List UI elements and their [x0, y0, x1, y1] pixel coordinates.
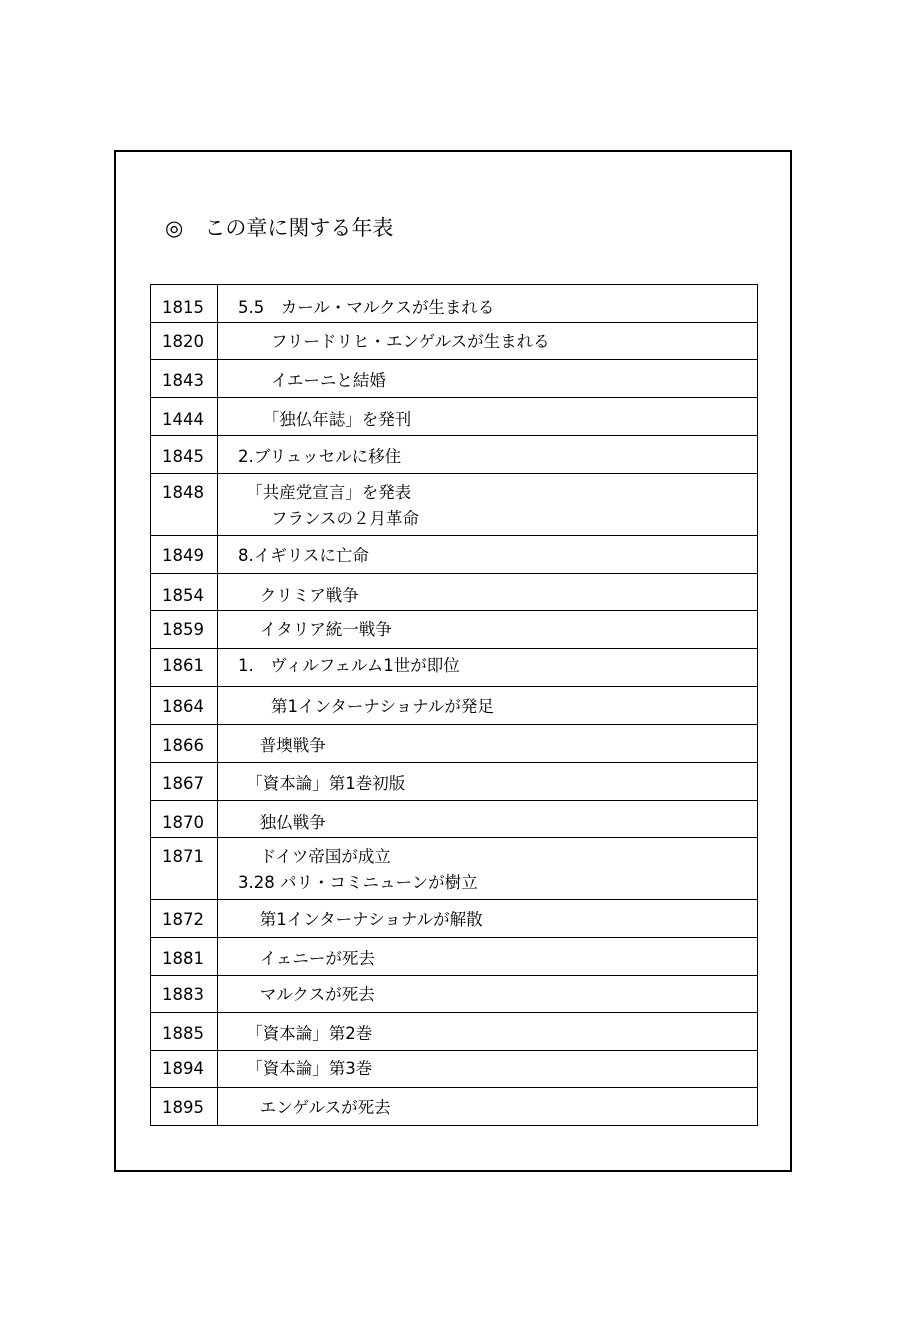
- event-cell: [218, 398, 758, 436]
- event-text: ドイツ帝国が成立: [238, 847, 391, 866]
- table-row: [151, 900, 758, 938]
- event-text: フリードリヒ・エンゲルスが生まれる: [238, 332, 550, 351]
- year-cell: 1820: [151, 323, 218, 360]
- table-row: [151, 838, 758, 900]
- event-cell: [218, 285, 758, 323]
- event-text: イタリア統一戦争: [238, 620, 392, 639]
- year-cell: 1883: [151, 976, 218, 1013]
- event-text: 独仏戦争: [238, 813, 326, 832]
- event-text: 「資本論」第1巻初版: [238, 774, 406, 793]
- event-text: 2.ブリュッセルに移住: [238, 447, 402, 466]
- event-text: イエーニと結婚: [238, 371, 386, 390]
- event-cell: [218, 574, 758, 611]
- year-cell: 1895: [151, 1088, 218, 1126]
- event-text: マルクスが死去: [238, 985, 375, 1004]
- year-cell: 1815: [151, 285, 218, 323]
- table-row: [151, 1013, 758, 1051]
- event-cell: [218, 938, 758, 976]
- table-row: [151, 611, 758, 649]
- year-cell: 1872: [151, 900, 218, 938]
- table-row: [151, 1088, 758, 1126]
- event-text: 普墺戦争: [238, 736, 326, 755]
- table-row: [151, 285, 758, 323]
- table-row: [151, 1051, 758, 1088]
- event-cell: [218, 323, 758, 360]
- year-cell: 1843: [151, 360, 218, 398]
- table-row: [151, 649, 758, 687]
- event-cell: [218, 1088, 758, 1126]
- table-row: [151, 436, 758, 474]
- table-row: [151, 687, 758, 725]
- year-cell: 1881: [151, 938, 218, 976]
- year-cell: 1854: [151, 574, 218, 611]
- event-cell: [218, 900, 758, 938]
- event-text: 第1インターナショナルが解散: [238, 910, 483, 929]
- event-text: 8.イギリスに亡命: [238, 546, 369, 565]
- year-cell: 1861: [151, 649, 218, 687]
- event-text: 「独仏年誌」を発刊: [238, 410, 412, 429]
- table-row: [151, 801, 758, 838]
- event-text: 「共産党宣言」を発表: [238, 483, 412, 502]
- table-row: [151, 976, 758, 1013]
- table-row: [151, 536, 758, 574]
- table-row: [151, 725, 758, 763]
- year-cell: 1885: [151, 1013, 218, 1051]
- event-cell: [218, 649, 758, 687]
- table-row: [151, 763, 758, 801]
- event-cell: [218, 725, 758, 763]
- event-cell: [218, 687, 758, 725]
- chronology-table: [150, 284, 758, 1126]
- event-text: 「資本論」第3巻: [238, 1059, 373, 1078]
- event-cell: [218, 536, 758, 574]
- year-cell: 1894: [151, 1051, 218, 1088]
- year-cell: 1864: [151, 687, 218, 725]
- event-cell: [218, 611, 758, 649]
- table-row: [151, 938, 758, 976]
- table-row: [151, 474, 758, 536]
- event-text: 第1インターナショナルが発足: [238, 697, 494, 716]
- event-cell: [218, 763, 758, 801]
- year-cell: 1848: [151, 474, 218, 536]
- event-cell: [218, 1051, 758, 1088]
- event-cell: [218, 801, 758, 838]
- event-cell: [218, 838, 758, 900]
- chronology-rows: [151, 285, 758, 1126]
- year-cell: 1859: [151, 611, 218, 649]
- event-cell: [218, 436, 758, 474]
- event-cell: [218, 976, 758, 1013]
- table-row: [151, 323, 758, 360]
- year-cell: 1870: [151, 801, 218, 838]
- table-row: [151, 360, 758, 398]
- year-cell: 1849: [151, 536, 218, 574]
- year-cell: 1867: [151, 763, 218, 801]
- event-cell: [218, 1013, 758, 1051]
- event-text: 3.28 パリ・コミニューンが樹立: [238, 873, 478, 892]
- event-text: エンゲルスが死去: [238, 1098, 391, 1117]
- table-row: [151, 398, 758, 436]
- event-text: クリミア戦争: [238, 586, 359, 605]
- year-cell: 1866: [151, 725, 218, 763]
- event-cell: [218, 474, 758, 536]
- year-cell: 1444: [151, 398, 218, 436]
- year-cell: 1845: [151, 436, 218, 474]
- event-text: 1. ヴィルフェルム1世が即位: [238, 656, 460, 675]
- event-text: イェニーが死去: [238, 949, 375, 968]
- year-cell: 1871: [151, 838, 218, 900]
- event-cell: [218, 360, 758, 398]
- event-text: 「資本論」第2巻: [238, 1024, 373, 1043]
- page-title: ◎ この章に関する年表: [165, 216, 394, 240]
- table-row: [151, 574, 758, 611]
- event-text: フランスの２月革命: [238, 509, 420, 528]
- event-text: 5.5 カール・マルクスが生まれる: [238, 298, 495, 317]
